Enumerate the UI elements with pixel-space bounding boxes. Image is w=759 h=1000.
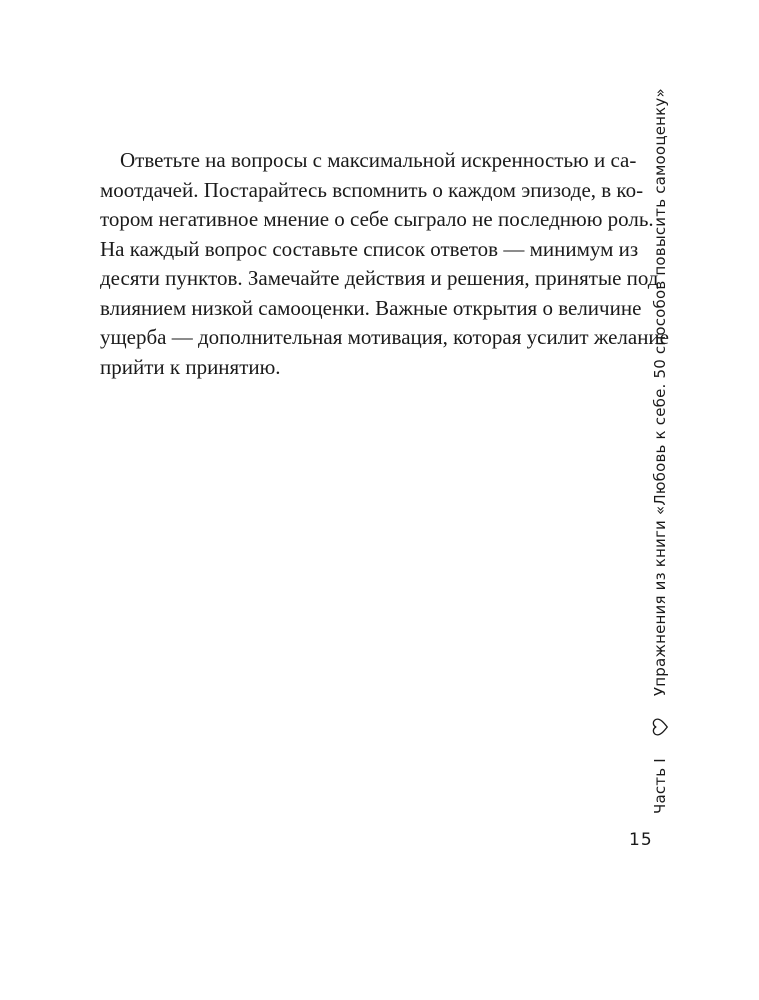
body-line: моотдачей. Постарайтесь вспомнить о каждом эпизоде, в ко- bbox=[100, 177, 644, 202]
body-line: прийти к принятию. bbox=[100, 354, 281, 379]
running-head-book-title: Упражнения из книги «Любовь к себе. 50 способов повысить самооценку» bbox=[651, 88, 669, 697]
body-paragraph bbox=[100, 146, 669, 382]
body-line: тором негативное мнение о себе сыграло не последнюю роль. bbox=[100, 207, 654, 231]
running-head-text bbox=[651, 88, 669, 814]
body-line: На каждый вопрос составьте список ответов — минимум из bbox=[100, 236, 639, 261]
running-head bbox=[636, 88, 669, 814]
body-line: Ответьте на вопросы с максимальной искренностью и са- bbox=[120, 148, 637, 172]
page-number: 15 bbox=[629, 830, 653, 850]
body-line: влиянием низкой самооценки. Важные открытия о величине bbox=[100, 295, 642, 320]
running-head-part: Часть I bbox=[651, 758, 669, 814]
body-line: десяти пунктов. Замечайте действия и решения, принятые под bbox=[100, 266, 659, 290]
heart-icon bbox=[652, 718, 669, 736]
body-line: ущерба — дополнительная мотивация, которая усилит желание bbox=[100, 325, 669, 349]
